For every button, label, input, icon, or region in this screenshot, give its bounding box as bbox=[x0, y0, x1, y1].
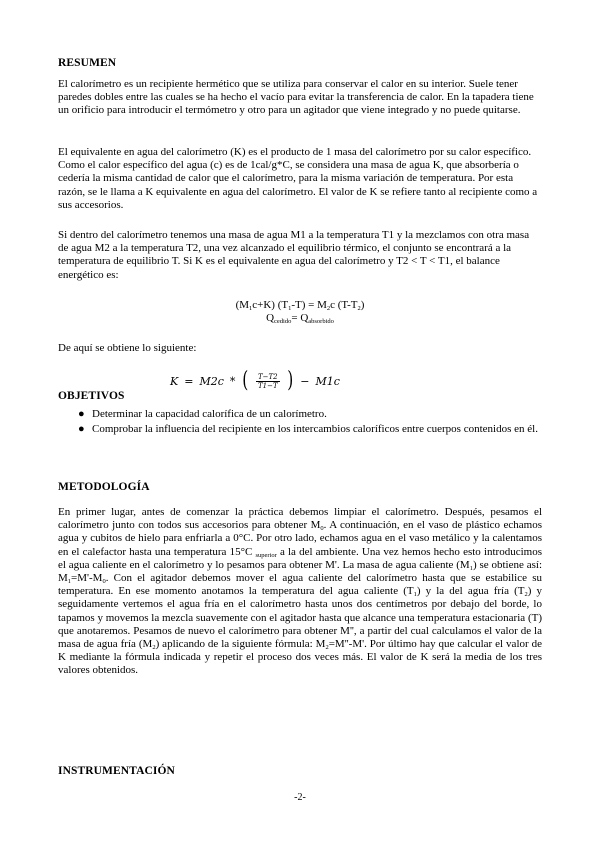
resumen-paragraph-4: De aquí se obtiene lo siguiente: bbox=[58, 342, 197, 354]
heading-resumen: RESUMEN bbox=[58, 57, 117, 69]
fraction-numerator: T−T2 bbox=[257, 372, 278, 381]
left-paren: ( bbox=[242, 368, 249, 393]
equals-sign: = bbox=[184, 374, 194, 388]
equation-line-1: $(M_1c+K) (T_1-T) = M_2c$ $(T-T_2)$ bbox=[235, 299, 365, 312]
heading-objetivos: OBJETIVOS bbox=[58, 390, 125, 402]
energy-balance-equation bbox=[58, 299, 542, 325]
term-m1c: M1c bbox=[315, 374, 340, 388]
term-m2c: M2c bbox=[199, 374, 224, 388]
equation-line-2: $Q_{cedido}= Q_{absorbido}$ bbox=[266, 312, 334, 325]
resumen-paragraph-1: El calorímetro es un recipiente hermético que se utiliza para conservar el calor en su interior. Suele tener paredes dobles entre las cuales se ha hecho el vacío para evitar la transferencia de calor. En la tapadera tiene un orificio para introducir el termómetro y otro para un agitador que viene integrado y no puede quitarse. bbox=[58, 78, 534, 117]
objetivos-list bbox=[58, 408, 542, 438]
k-formula bbox=[170, 370, 340, 392]
k-symbol: K bbox=[170, 374, 179, 388]
resumen-paragraph-3: Si dentro del calorímetro tenemos una masa de agua M1 a la temperatura T1 y la mezclamos con otra masa de agua M2 a la temperatura T2, una vez alcanzado el equilibrio térmico, el conjunto se encontrará a la temperatura de equilibrio T. Si K es el equivalente en agua del calorímetro y T2 < T < T1, el balance energético es: bbox=[58, 229, 530, 281]
list-item: ● Determinar la capacidad calorífica de un calorímetro. bbox=[78, 408, 327, 420]
minus-sign: − bbox=[300, 374, 310, 388]
list-item: ● Comprobar la influencia del recipiente en los intercambios caloríficos entre cuerpos contenidos en él. bbox=[78, 423, 538, 436]
right-paren: ) bbox=[286, 368, 293, 393]
page-number: -2- bbox=[294, 792, 306, 803]
resumen-paragraph-2: El equivalente en agua del calorímetro (K) es el producto de 1 masa del calorímetro por su calor específico. Como el calor específico del agua (c) es de 1cal/g*C, se considera una masa de agua K, que absorbería o cedería la misma cantidad de calor que el calorímetro, para la misma variación de temperatura. Por esta razón, se le llama a K equivalente en agua del calorímetro. El valor de K se refiere tanto al recipiente como a sus accesorios. bbox=[58, 146, 538, 211]
heading-instrumentacion: INSTRUMENTACIÓN bbox=[58, 765, 175, 777]
heading-metodologia: METODOLOGÍA bbox=[58, 481, 150, 493]
times-sign: * bbox=[229, 374, 236, 388]
metodologia-paragraph: En primer lugar, antes de comenzar la práctica debemos limpiar el calorímetro. Después, pesamos el calorímetro junto con todos sus accesorios para obtener $M_0$. A continuación, en el vaso de plástico echamos agua y cubitos de hielo para enfriarla a 0°C. Por otro lado, echamos agua en el vaso metálico y la calentamos en el calefactor hasta una temperatura 15°C $_{superior}$ a la del ambiente. Una vez hemos hecho esto introducimos el agua caliente en el calorímetro y lo pesamos para obtener M'. La masa de agua caliente $(M_1)$ se obtiene así: $M_1=M'-M_0$. Con el agitador debemos mover el agua caliente del calorímetro hasta que se estabilice su temperatura. En ese momento anotamos la temperatura del agua caliente $(T_1)$ y la del agua fría $(T_2)$ y seguidamente vertemos el agua fría en el calorímetro hasta unos dos centímetros por debajo del borde, lo tapamos y movemos la mezcla suavemente con el agitador hasta que alcance una temperatura estacionaria (T) que anotaremos. Pesamos de nuevo el calorímetro para obtener M'', a partir del cual calculamos el valor de la masa de agua fría $(M_2)$ aplicando de la siguiente fórmula: $M_2=M''-M'$. Por último hay que calcular el valor de K mediante la fórmula indicada y repetir el proceso dos veces más. El valor de K será la media de los tres valores obtenidos. bbox=[58, 506, 543, 677]
temperature-fraction bbox=[256, 373, 280, 390]
fraction-denominator: T1−T bbox=[257, 381, 278, 390]
